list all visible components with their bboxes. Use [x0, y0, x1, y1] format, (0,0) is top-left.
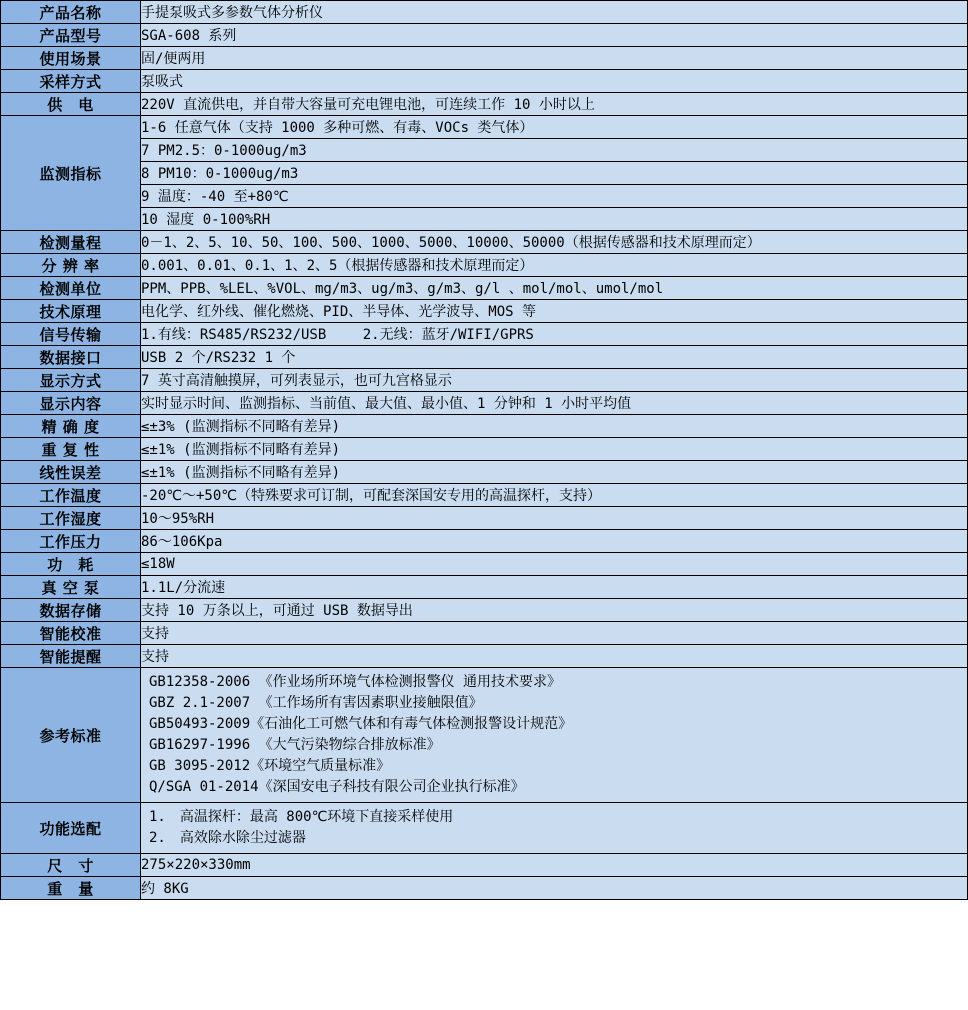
spec-label: 重 量 — [1, 877, 141, 900]
spec-label: 检测单位 — [1, 277, 141, 300]
table-row — [1, 854, 968, 877]
spec-label: 精 确 度 — [1, 415, 141, 438]
spec-value: 1.1L/分流速 — [141, 576, 968, 599]
spec-value: ≤±1% (监测指标不同略有差异) — [141, 461, 968, 484]
table-row — [1, 47, 968, 70]
table-row — [1, 599, 968, 622]
spec-label: 线性误差 — [1, 461, 141, 484]
spec-value: SGA-608 系列 — [141, 24, 968, 47]
spec-label: 功 耗 — [1, 553, 141, 576]
table-row — [1, 139, 968, 162]
table-row — [1, 185, 968, 208]
spec-value-line: 1. 高温探杆：最高 800℃环境下直接采样使用 — [149, 809, 454, 825]
table-row — [1, 438, 968, 461]
spec-label: 显示内容 — [1, 392, 141, 415]
table-row — [1, 254, 968, 277]
spec-label: 智能校准 — [1, 622, 141, 645]
spec-value: 220V 直流供电，并自带大容量可充电锂电池，可连续工作 10 小时以上 — [141, 93, 968, 116]
spec-value: 8 PM10：0-1000ug/m3 — [141, 162, 968, 185]
spec-label: 信号传输 — [1, 323, 141, 346]
spec-value: 7 PM2.5：0-1000ug/m3 — [141, 139, 968, 162]
spec-label: 工作温度 — [1, 484, 141, 507]
spec-value: 实时显示时间、监测指标、当前值、最大值、最小值、1 分钟和 1 小时平均值 — [141, 392, 968, 415]
spec-value: 支持 — [141, 622, 968, 645]
spec-value: 86～106Kpa — [141, 530, 968, 553]
spec-value-line: GBZ 2.1-2007 《工作场所有害因素职业接触限值》 — [149, 695, 483, 711]
spec-value: ≤18W — [141, 553, 968, 576]
table-row — [1, 392, 968, 415]
spec-value: 0－1、2、5、10、50、100、500、1000、5000、10000、50000（根据传感器和技术原理而定） — [141, 231, 968, 254]
spec-label: 数据存储 — [1, 599, 141, 622]
spec-label: 分 辨 率 — [1, 254, 141, 277]
spec-value-line: GB 3095-2012《环境空气质量标准》 — [149, 758, 391, 774]
spec-label: 功能选配 — [1, 803, 141, 854]
spec-value: 固/便两用 — [141, 47, 968, 70]
spec-value: 0.001、0.01、0.1、1、2、5（根据传感器和技术原理而定） — [141, 254, 968, 277]
spec-value-line: GB50493-2009《石油化工可燃气体和有毒气体检测报警设计规范》 — [149, 716, 573, 732]
table-row — [1, 668, 968, 803]
spec-value-line: Q/SGA 01-2014《深国安电子科技有限公司企业执行标准》 — [149, 779, 525, 795]
spec-label: 供 电 — [1, 93, 141, 116]
spec-label: 产品名称 — [1, 1, 141, 24]
spec-value: 7 英寸高清触摸屏，可列表显示，也可九宫格显示 — [141, 369, 968, 392]
spec-value: 支持 10 万条以上，可通过 USB 数据导出 — [141, 599, 968, 622]
spec-value: 10～95%RH — [141, 507, 968, 530]
table-row — [1, 461, 968, 484]
spec-value: PPM、PPB、%LEL、%VOL、mg/m3、ug/m3、g/m3、g/l 、mol/mol、umol/mol — [141, 277, 968, 300]
spec-label: 检测量程 — [1, 231, 141, 254]
spec-label: 显示方式 — [1, 369, 141, 392]
table-row — [1, 877, 968, 900]
table-row — [1, 530, 968, 553]
spec-label: 真 空 泵 — [1, 576, 141, 599]
spec-value: 电化学、红外线、催化燃烧、PID、半导体、光学波导、MOS 等 — [141, 300, 968, 323]
table-row — [1, 553, 968, 576]
table-row — [1, 576, 968, 599]
spec-value: 泵吸式 — [141, 70, 968, 93]
table-row — [1, 622, 968, 645]
spec-label: 监测指标 — [1, 116, 141, 231]
spec-table-body — [1, 1, 968, 900]
spec-label: 尺 寸 — [1, 854, 141, 877]
spec-value: 1-6 任意气体（支持 1000 多种可燃、有毒、VOCs 类气体） — [141, 116, 968, 139]
table-row — [1, 231, 968, 254]
spec-value — [141, 668, 968, 803]
table-row — [1, 323, 968, 346]
spec-label: 数据接口 — [1, 346, 141, 369]
table-row — [1, 645, 968, 668]
spec-label: 产品型号 — [1, 24, 141, 47]
spec-label: 工作压力 — [1, 530, 141, 553]
spec-label: 工作湿度 — [1, 507, 141, 530]
spec-value: 1.有线：RS485/RS232/USB 2.无线：蓝牙/WIFI/GPRS — [141, 323, 968, 346]
spec-value: -20℃～+50℃（特殊要求可订制，可配套深国安专用的高温探杆，支持） — [141, 484, 968, 507]
spec-value: 275×220×330mm — [141, 854, 968, 877]
table-row — [1, 116, 968, 139]
table-row — [1, 484, 968, 507]
table-row — [1, 369, 968, 392]
spec-label: 采样方式 — [1, 70, 141, 93]
table-row — [1, 300, 968, 323]
spec-value-line: GB16297-1996 《大气污染物综合排放标准》 — [149, 737, 441, 753]
table-row — [1, 162, 968, 185]
spec-value: 约 8KG — [141, 877, 968, 900]
spec-value-line: 2. 高效除水除尘过滤器 — [149, 830, 306, 846]
spec-value: 手提泵吸式多参数气体分析仪 — [141, 1, 968, 24]
table-row — [1, 24, 968, 47]
spec-label: 智能提醒 — [1, 645, 141, 668]
table-row — [1, 507, 968, 530]
spec-value: ≤±3% (监测指标不同略有差异) — [141, 415, 968, 438]
spec-label: 技术原理 — [1, 300, 141, 323]
table-row — [1, 346, 968, 369]
spec-value: 9 温度：-40 至+80℃ — [141, 185, 968, 208]
table-row — [1, 277, 968, 300]
spec-label: 参考标准 — [1, 668, 141, 803]
spec-value: USB 2 个/RS232 1 个 — [141, 346, 968, 369]
table-row — [1, 803, 968, 854]
spec-value-line: GB12358-2006 《作业场所环境气体检测报警仪 通用技术要求》 — [149, 674, 562, 690]
table-row — [1, 70, 968, 93]
spec-value: 10 湿度 0-100%RH — [141, 208, 968, 231]
spec-label: 使用场景 — [1, 47, 141, 70]
table-row — [1, 415, 968, 438]
spec-label: 重 复 性 — [1, 438, 141, 461]
spec-value — [141, 803, 968, 854]
table-row — [1, 208, 968, 231]
spec-value: 支持 — [141, 645, 968, 668]
table-row — [1, 93, 968, 116]
spec-value: ≤±1% (监测指标不同略有差异) — [141, 438, 968, 461]
table-row — [1, 1, 968, 24]
